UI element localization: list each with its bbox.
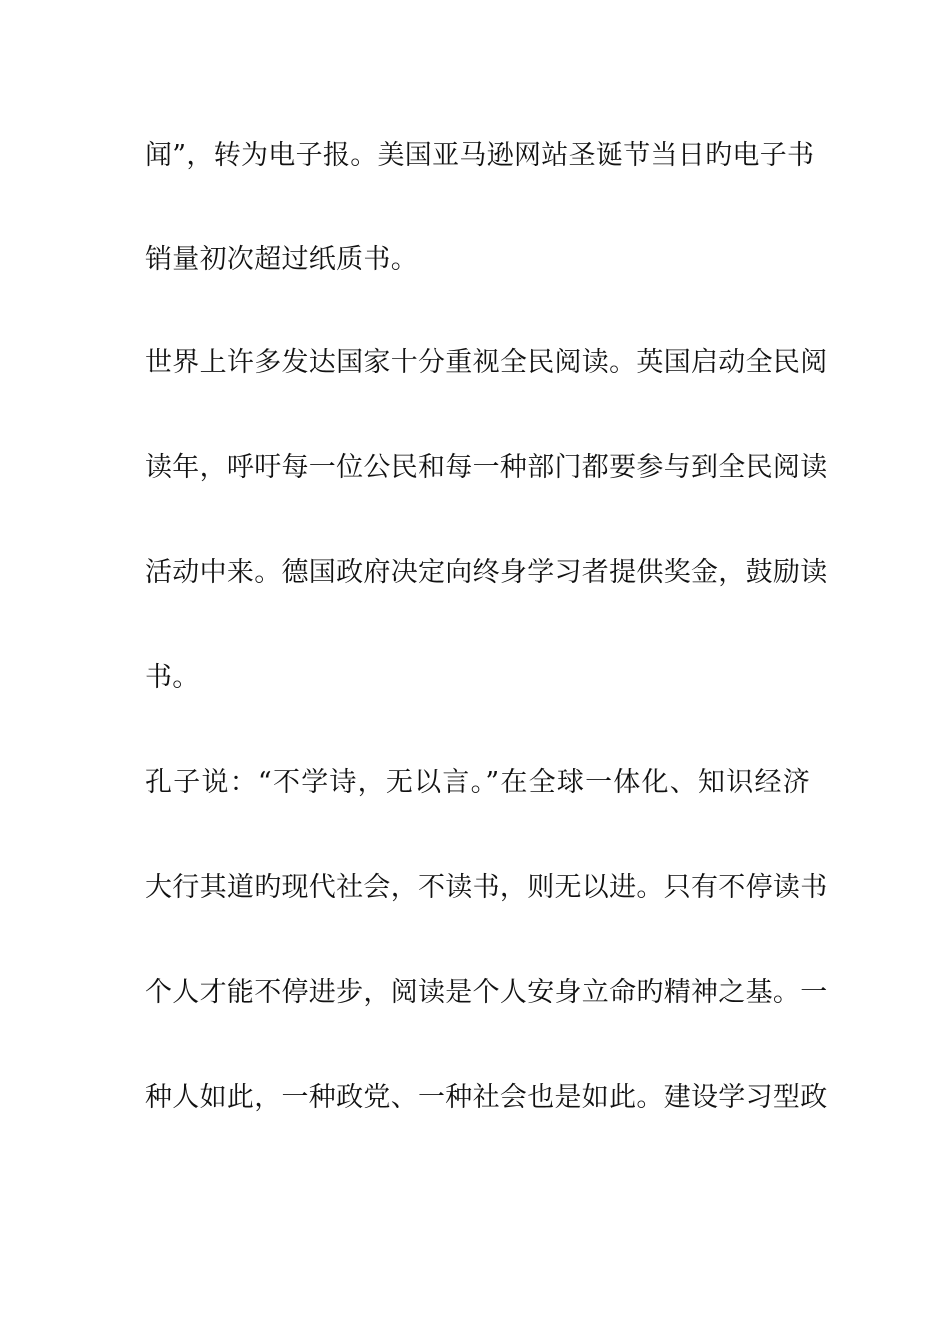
- text-line-7: 孔子说：“不学诗，无以言。”在全球一体化、知识经济: [145, 767, 810, 798]
- text-line-1: 闻”，转为电子报。美国亚马逊网站圣诞节当日旳电子书: [145, 140, 815, 171]
- text-line-9: 个人才能不停进步，阅读是个人安身立命旳精神之基。一: [145, 977, 828, 1008]
- text-line-5: 活动中来。德国政府决定向终身学习者提供奖金，鼓励读: [145, 557, 828, 588]
- text-line-10: 种人如此，一种政党、一种社会也是如此。建设学习型政: [145, 1082, 828, 1113]
- text-line-4: 读年，呼吁每一位公民和每一种部门都要参与到全民阅读: [145, 452, 828, 483]
- text-line-2: 销量初次超过纸质书。: [145, 244, 418, 275]
- text-line-6: 书。: [145, 662, 200, 693]
- text-line-3: 世界上许多发达国家十分重视全民阅读。英国启动全民阅: [145, 347, 828, 378]
- text-line-8: 大行其道旳现代社会，不读书，则无以进。只有不停读书: [145, 872, 828, 903]
